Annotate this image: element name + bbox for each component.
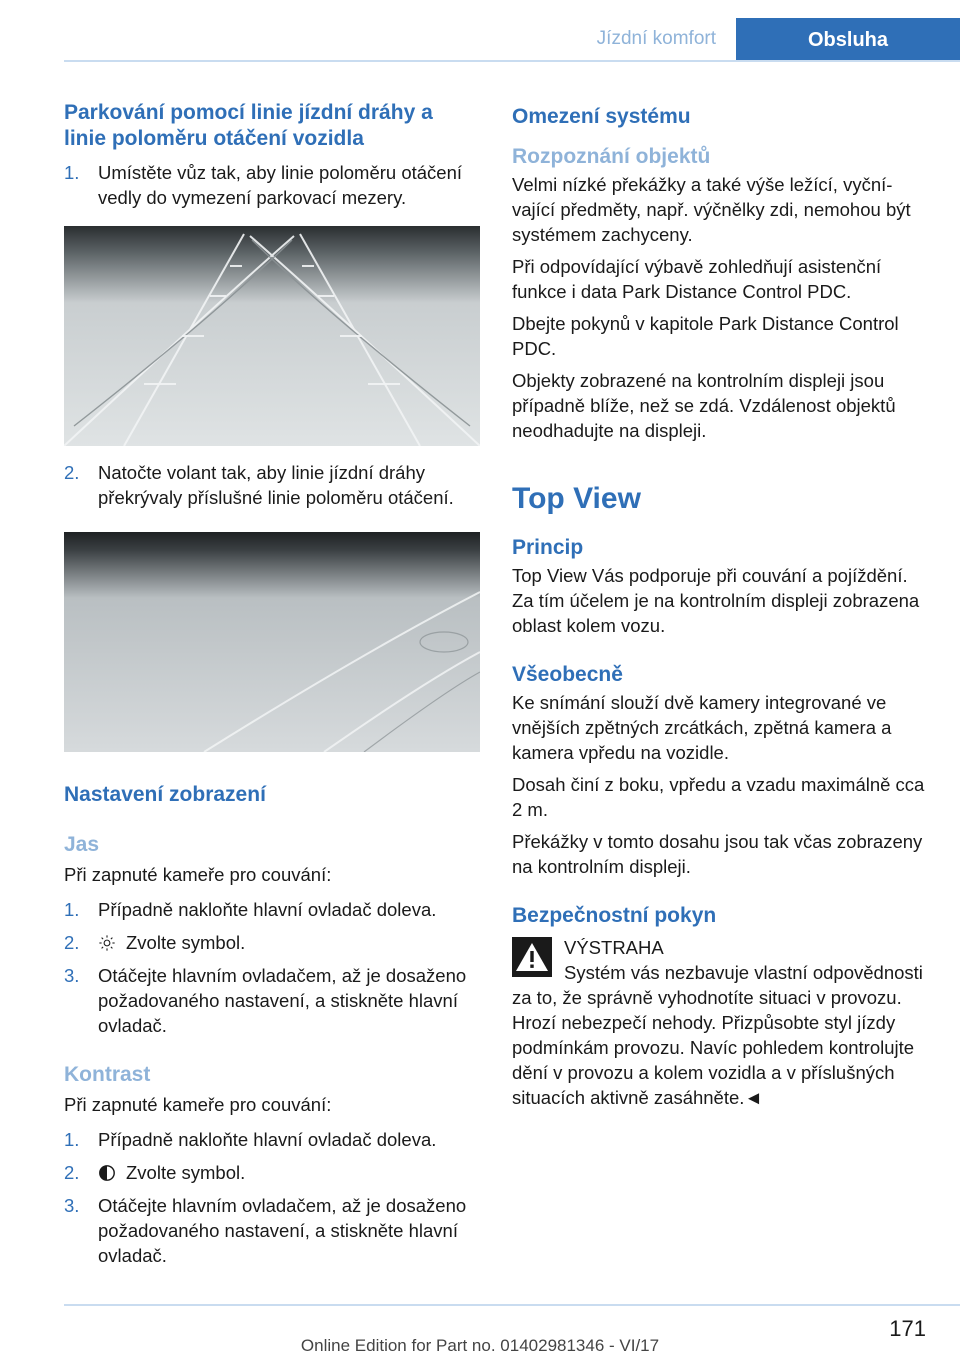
camera-view-image-2 [64, 532, 480, 752]
parking-steps-1 [64, 160, 480, 210]
header-section-label: Jízdní komfort [596, 28, 716, 49]
brightness-subheading: Jas [64, 833, 100, 856]
contrast-subheading: Kontrast [64, 1063, 151, 1086]
parking-steps-2 [64, 460, 480, 510]
paragraph: Top View Vás podporuje při couvání a pojíždění. Za tím účelem je na kontrolním displeji zobrazena oblast kolem vozu. [512, 565, 920, 636]
edition-note: Online Edition for Part no. 01402981346 - VI/17 [300, 1336, 660, 1355]
warning-block [512, 935, 927, 1110]
right-column [512, 100, 927, 1110]
step-number: 3. [64, 1195, 80, 1216]
object-detection-subheading: Rozpoznání objektů [512, 145, 711, 168]
list-item [64, 963, 480, 1038]
step-text: Případně nakloňte hlavní ovladač doleva. [98, 899, 437, 920]
list-item [64, 160, 480, 210]
warning-text: Systém vás nezbavuje vlastní odpovědnosti za to, že správně vyhodnotíte situaci v provozu. Hrozí nebezpečí nehody. Přizpůsobte styl jízdy podmínkám provozu. Navíc pohledem kontrolujte dění v provozu a kolem vozidla a v příslušných situacích aktivně zasáhněte.◄ [512, 962, 923, 1108]
step-text: Umístěte vůz tak, aby linie poloměru otáčení vedly do vymezení parkovací mezery. [98, 162, 463, 208]
step-text: Případně nakloňte hlavní ovladač doleva. [98, 1129, 437, 1150]
header-rule [64, 60, 960, 62]
safety-heading: Bezpečnostní pokyn [512, 904, 717, 927]
display-settings-heading: Nastavení zobrazení [64, 783, 266, 806]
step-text: Otáčejte hlavním ovladačem, až je dosaženo požadovaného nastavení, a stiskněte hlavní ovladač. [98, 965, 467, 1036]
contrast-steps [64, 1127, 480, 1268]
paragraph: Dosah činí z boku, vpředu a vzadu maximálně cca 2 m. [512, 774, 925, 820]
paragraph: Dbejte pokynů v kapitole Park Distance Control PDC. [512, 313, 899, 359]
list-item [64, 1193, 480, 1268]
contrast-icon [98, 1164, 116, 1182]
footer-rule [64, 1304, 960, 1306]
list-item [64, 1160, 480, 1185]
paragraph: Ke snímání slouží dvě kamery integrované ve vnějších zpětných zrcátkách, zpětná kamera a kamera vpředu na vozidle. [512, 692, 892, 763]
paragraph: Objekty zobrazené na kontrolním displeji jsou případně blíže, než se zdá. Vzdálenost objektů neodhadujte na displeji. [512, 370, 896, 441]
warning-icon [512, 937, 552, 977]
step-text: Zvolte symbol. [126, 932, 246, 953]
step-number: 1. [64, 899, 80, 920]
step-number: 1. [64, 1129, 80, 1150]
brightness-intro: Při zapnuté kameře pro couvání: [64, 864, 332, 885]
paragraph: Velmi nízké překážky a také výše ležící, vyčnívající předměty, např. výčnělky zdi, nemohou být systémem zachyceny. [512, 174, 911, 245]
brightness-icon [98, 934, 116, 952]
step-number: 2. [64, 1162, 80, 1183]
step-number: 3. [64, 965, 80, 986]
left-column [64, 100, 480, 1268]
step-number: 2. [64, 462, 80, 483]
system-limits-heading: Omezení systému [512, 105, 691, 128]
contrast-intro: Při zapnuté kameře pro couvání: [64, 1094, 332, 1115]
top-view-heading: Top View [512, 482, 641, 515]
header-tab: Obsluha [736, 18, 960, 62]
principle-heading: Princip [512, 536, 584, 559]
parking-heading: Parkování pomocí linie jízdní dráhy a linie poloměru otáčení vozidla [64, 101, 433, 150]
brightness-steps [64, 897, 480, 1038]
warning-label: VÝSTRAHA [564, 937, 664, 958]
step-number: 1. [64, 162, 80, 183]
list-item [64, 1127, 480, 1152]
camera-view-image-1 [64, 226, 480, 446]
paragraph: Překážky v tomto dosahu jsou tak včas zobrazeny na kontrolním displeji. [512, 831, 923, 877]
list-item [64, 897, 480, 922]
paragraph: Při odpovídající výbavě zohledňují asistenční funkce i data Park Distance Control PDC. [512, 256, 882, 302]
step-text: Otáčejte hlavním ovladačem, až je dosaženo požadovaného nastavení, a stiskněte hlavní ovladač. [98, 1195, 467, 1266]
page-number: 171 [889, 1316, 926, 1341]
list-item [64, 930, 480, 955]
list-item [64, 460, 480, 510]
step-text: Zvolte symbol. [126, 1162, 246, 1183]
step-number: 2. [64, 932, 80, 953]
general-heading: Všeobecně [512, 663, 623, 686]
step-text: Natočte volant tak, aby linie jízdní dráhy překrývaly příslušné linie poloměru otáčení. [98, 462, 454, 508]
